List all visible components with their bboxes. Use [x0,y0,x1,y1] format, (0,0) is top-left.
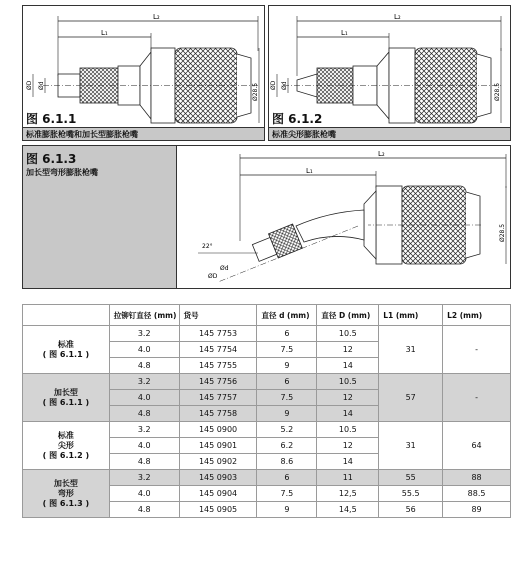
dim-outer-diameter: Ø28.5 [252,82,259,101]
dim-D: ØD [208,273,218,280]
cell-rivet-diameter: 4.8 [109,406,179,422]
nozzle-drawing-bent [178,146,511,288]
figure-6-1-3 [22,145,511,289]
cell-l2: 88 [443,470,511,486]
cell-l1: 55.5 [379,486,443,502]
cell-l1: 56 [379,502,443,518]
cell-diameter-d: 6 [257,470,317,486]
dim-l2: L₂ [153,13,160,21]
cell-diameter-d: 7.5 [257,486,317,502]
cell-diameter-d: 9 [257,358,317,374]
dim-outer-diameter: Ø28.5 [494,82,501,101]
group-name: 加长型 ( 图 6.1.1 ) [23,374,110,422]
cell-rivet-diameter: 3.2 [109,326,179,342]
cell-diameter-d: 6.2 [257,438,317,454]
nozzle-drawing-pointed [269,6,510,124]
cell-l2: 89 [443,502,511,518]
dim-l1: L₁ [306,167,313,175]
cell-diameter-d: 6 [257,374,317,390]
cell-part-number: 145 7756 [179,374,257,390]
cell-part-number: 145 7757 [179,390,257,406]
cell-part-number: 145 7753 [179,326,257,342]
cell-diameter-d: 8.6 [257,454,317,470]
cell-rivet-diameter: 3.2 [109,470,179,486]
figure-caption: 标准膨胀枪嘴和加长型膨胀枪嘴 [23,127,264,140]
table-row [23,326,511,342]
nozzle-drawing-standard [23,6,264,124]
cell-rivet-diameter: 4.8 [109,502,179,518]
cell-diameter-D: 12 [317,390,379,406]
col-header-diameter-D: 直径 D (mm) [317,305,379,326]
figure-label: 图 6.1.1 [26,112,77,126]
cell-rivet-diameter: 4.0 [109,486,179,502]
col-header-rivet-diameter: 拉铆钉直径 (mm) [109,305,179,326]
cell-diameter-d: 9 [257,406,317,422]
cell-diameter-D: 10.5 [317,374,379,390]
dim-d: Ød [281,81,288,90]
dim-l1: L₁ [101,29,108,37]
group-name: 标准 ( 图 6.1.1 ) [23,326,110,374]
cell-rivet-diameter: 4.0 [109,342,179,358]
cell-rivet-diameter: 4.0 [109,438,179,454]
cell-diameter-D: 10.5 [317,326,379,342]
cell-part-number: 145 7755 [179,358,257,374]
dim-d: Ød [220,265,229,272]
spec-table [22,304,511,518]
cell-diameter-D: 12,5 [317,486,379,502]
figure-caption: 加长型弯形膨胀枪嘴 [26,168,98,177]
table-header-row [23,305,511,326]
dim-l2: L₂ [378,150,385,158]
cell-l1: 31 [379,326,443,374]
cell-l2: - [443,326,511,374]
cell-diameter-d: 5.2 [257,422,317,438]
col-header-part-number: 货号 [179,305,257,326]
col-header [23,305,110,326]
cell-part-number: 145 0905 [179,502,257,518]
dim-l2: L₂ [394,13,401,21]
cell-rivet-diameter: 3.2 [109,422,179,438]
group-name: 加长型 弯形 ( 图 6.1.3 ) [23,470,110,518]
cell-part-number: 145 7758 [179,406,257,422]
cell-diameter-D: 12 [317,342,379,358]
cell-diameter-D: 14,5 [317,502,379,518]
figure-label: 图 6.1.2 [272,112,323,126]
cell-diameter-D: 14 [317,358,379,374]
figure-6-1-3-side-panel [23,146,177,288]
cell-l2: 88.5 [443,486,511,502]
cell-l2: 64 [443,422,511,470]
col-header-diameter-d: 直径 d (mm) [257,305,317,326]
table-row [23,374,511,390]
group-name: 标准 尖形 ( 图 6.1.2 ) [23,422,110,470]
cell-l1: 31 [379,422,443,470]
cell-diameter-d: 9 [257,502,317,518]
cell-diameter-d: 7.5 [257,390,317,406]
dim-outer-diameter: Ø28.5 [499,223,506,242]
cell-diameter-D: 14 [317,406,379,422]
cell-l1: 55 [379,470,443,486]
table-row [23,422,511,438]
cell-diameter-D: 14 [317,454,379,470]
cell-diameter-D: 10.5 [317,422,379,438]
dim-l1: L₁ [341,29,348,37]
cell-diameter-d: 7.5 [257,342,317,358]
dim-d: Ød [38,81,45,90]
cell-part-number: 145 0902 [179,454,257,470]
cell-diameter-D: 12 [317,438,379,454]
cell-part-number: 145 0904 [179,486,257,502]
cell-rivet-diameter: 4.8 [109,358,179,374]
dim-D: ØD [26,80,33,90]
col-header-l1: L1 (mm) [379,305,443,326]
cell-l1: 57 [379,374,443,422]
cell-part-number: 145 0901 [179,438,257,454]
dim-D: ØD [270,80,277,90]
cell-rivet-diameter: 4.0 [109,390,179,406]
figure-label: 图 6.1.3 [26,152,77,166]
cell-diameter-D: 11 [317,470,379,486]
col-header-l2: L2 (mm) [443,305,511,326]
dim-angle: 22° [202,243,213,250]
cell-l2: - [443,374,511,422]
cell-rivet-diameter: 3.2 [109,374,179,390]
figure-6-1-1 [22,5,265,141]
table-row [23,470,511,486]
figure-6-1-2 [268,5,511,141]
cell-part-number: 145 7754 [179,342,257,358]
cell-diameter-d: 6 [257,326,317,342]
figure-caption: 标准尖形膨胀枪嘴 [269,127,510,140]
cell-rivet-diameter: 4.8 [109,454,179,470]
cell-part-number: 145 0903 [179,470,257,486]
cell-part-number: 145 0900 [179,422,257,438]
